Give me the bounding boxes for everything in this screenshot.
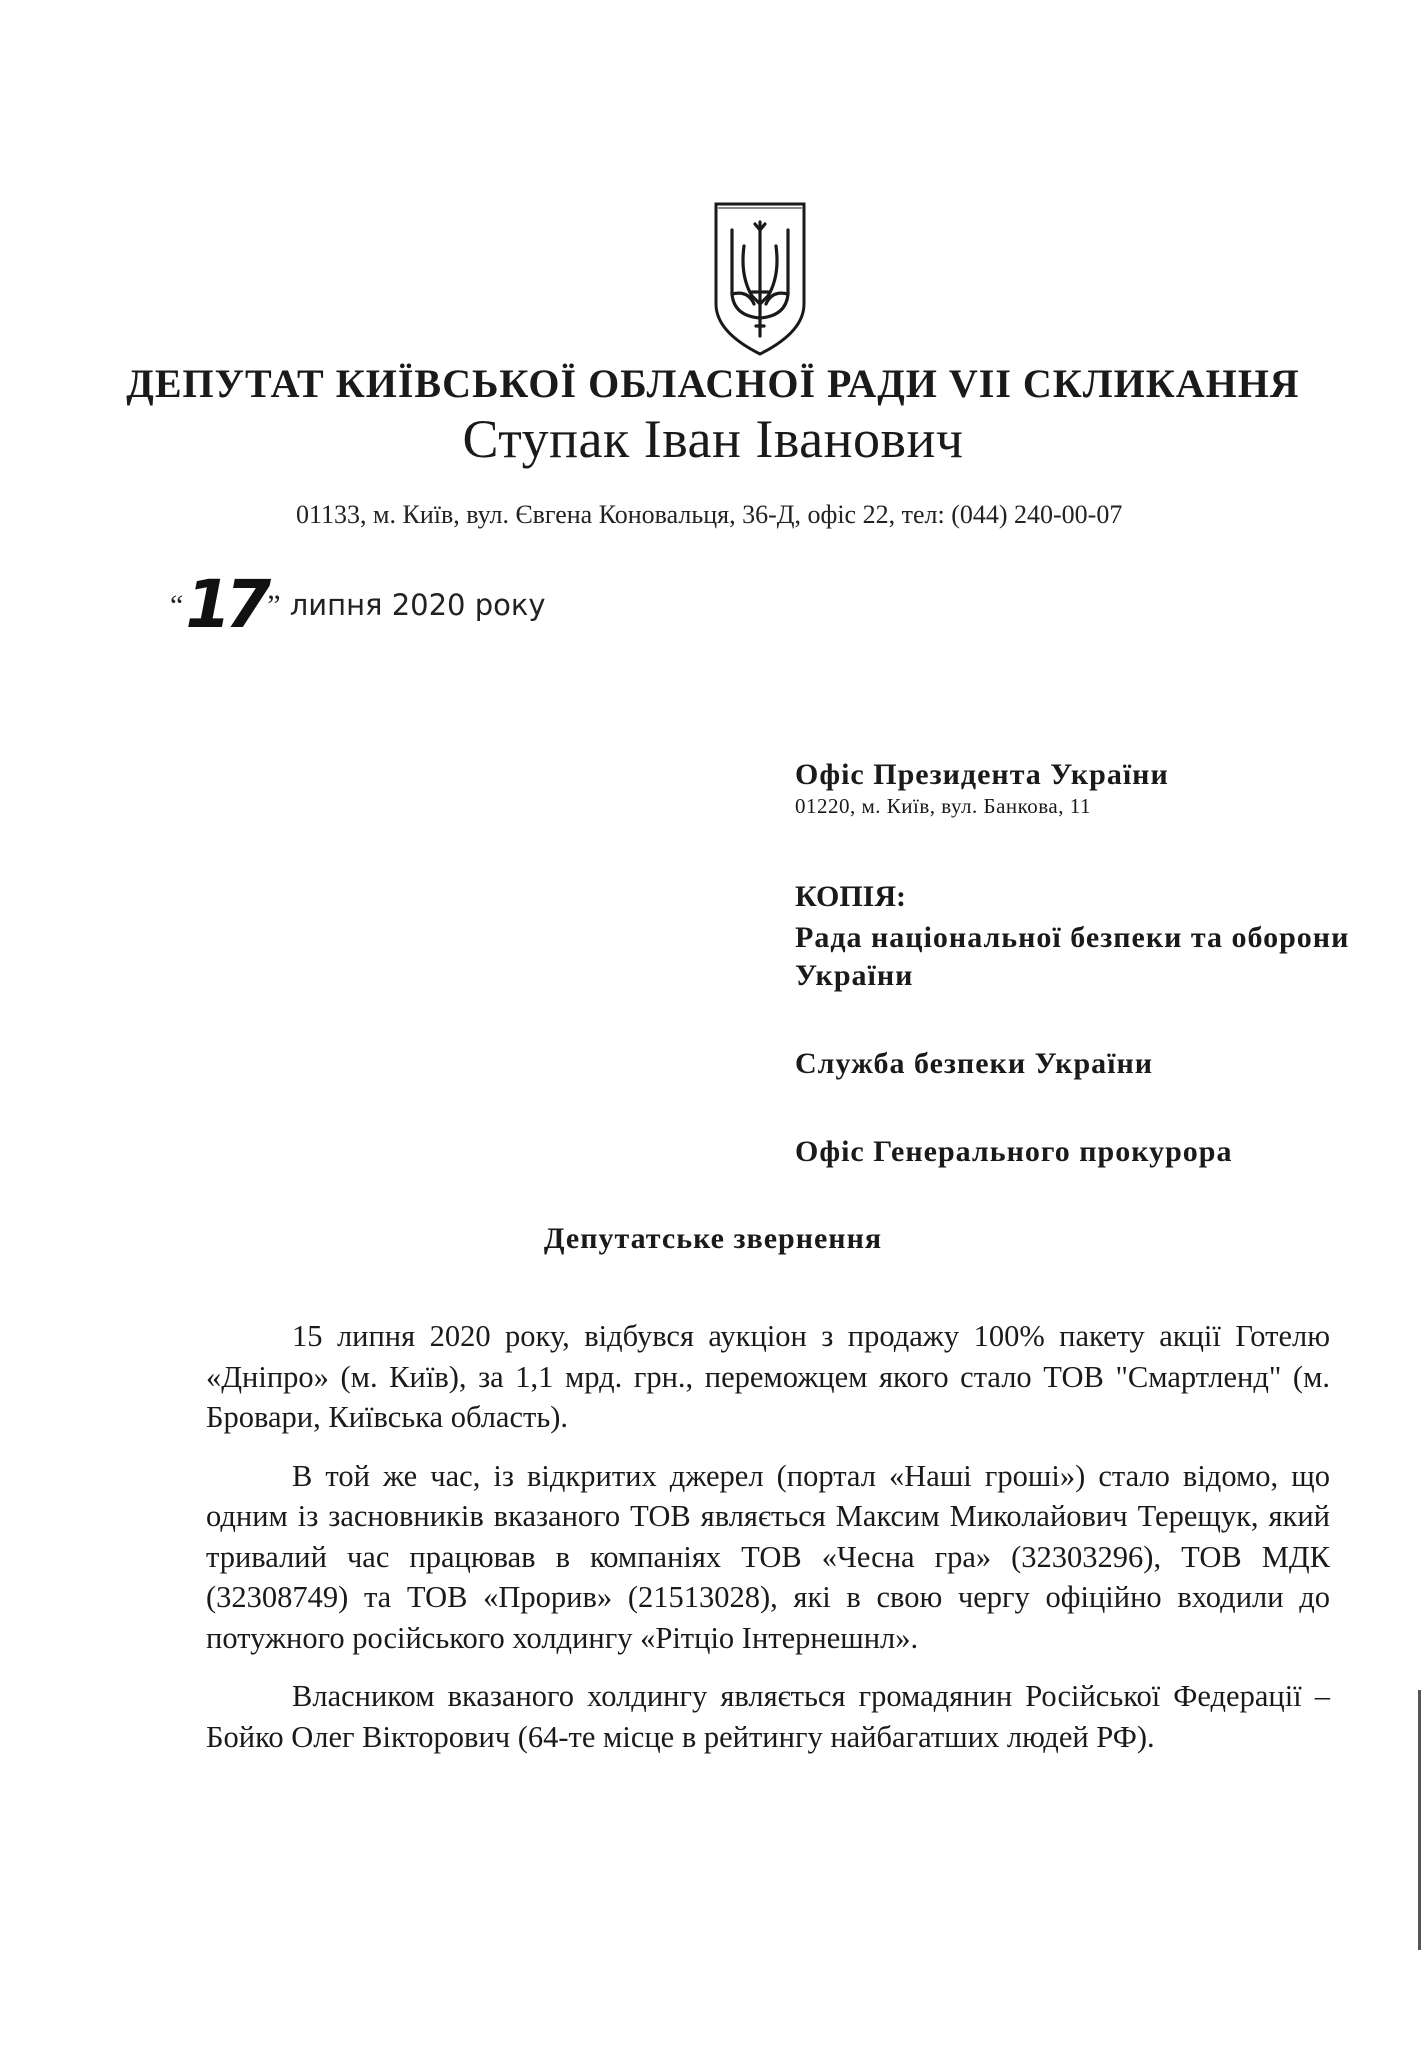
contact-line: 01133, м. Київ, вул. Євгена Коновальця, 36-Д, офіс 22, тел: (044) 240-00-07	[296, 500, 1123, 529]
handwritten-day: 17	[185, 566, 266, 643]
scan-edge-mark	[1418, 1690, 1421, 1950]
recipients-block	[795, 756, 1355, 1171]
letterhead-title: ДЕПУТАТ КИЇВСЬКОЇ ОБЛАСНОЇ РАДИ VII СКЛИКАННЯ	[126, 361, 1300, 406]
primary-recipient: Офіс Президента України	[795, 758, 1169, 791]
date-month-year: липня 2020 року	[289, 588, 546, 622]
date-close-quote: ”	[267, 589, 281, 622]
date-line	[170, 566, 546, 643]
copy-label: КОПІЯ:	[795, 880, 907, 913]
date-open-quote: “	[170, 589, 184, 622]
copy-recipient: Рада національної безпеки та оборони України	[795, 921, 1350, 992]
document-body	[206, 1316, 1330, 1775]
body-paragraph: 15 липня 2020 року, відбувся аукціон з продажу 100% пакету акції Готелю «Дніпро» (м. Київ), за 1,1 мрд. грн., переможцем якого стало ТОВ "Смартленд" (м. Бровари, Київська область).	[206, 1319, 1330, 1434]
trident-coat-of-arms-icon	[712, 200, 808, 358]
deputy-name: Ступак Іван Іванович	[462, 409, 964, 469]
copy-recipient: Служба безпеки України	[795, 1047, 1154, 1080]
body-paragraph: В той же час, із відкритих джерел (портал «Наші гроші») стало відомо, що одним із засновників вказаного ТОВ являється Максим Миколайович Терещук, який тривалий час працював в компаніях ТОВ «Чесна гра» (32303296), ТОВ МДК (32308749) та ТОВ «Прорив» (21513028), які в свою чергу офіційно входили до потужного російського холдингу «Рітціо Інтернешнл».	[206, 1458, 1330, 1655]
copy-recipient: Офіс Генерального прокурора	[795, 1135, 1233, 1168]
document-title: Депутатське звернення	[543, 1222, 883, 1255]
primary-recipient-address: 01220, м. Київ, вул. Банкова, 11	[795, 794, 1091, 818]
body-paragraph: Власником вказаного холдингу являється громадянин Російської Федерації – Бойко Олег Вікторович (64-те місце в рейтингу найбагатших людей РФ).	[206, 1679, 1330, 1754]
